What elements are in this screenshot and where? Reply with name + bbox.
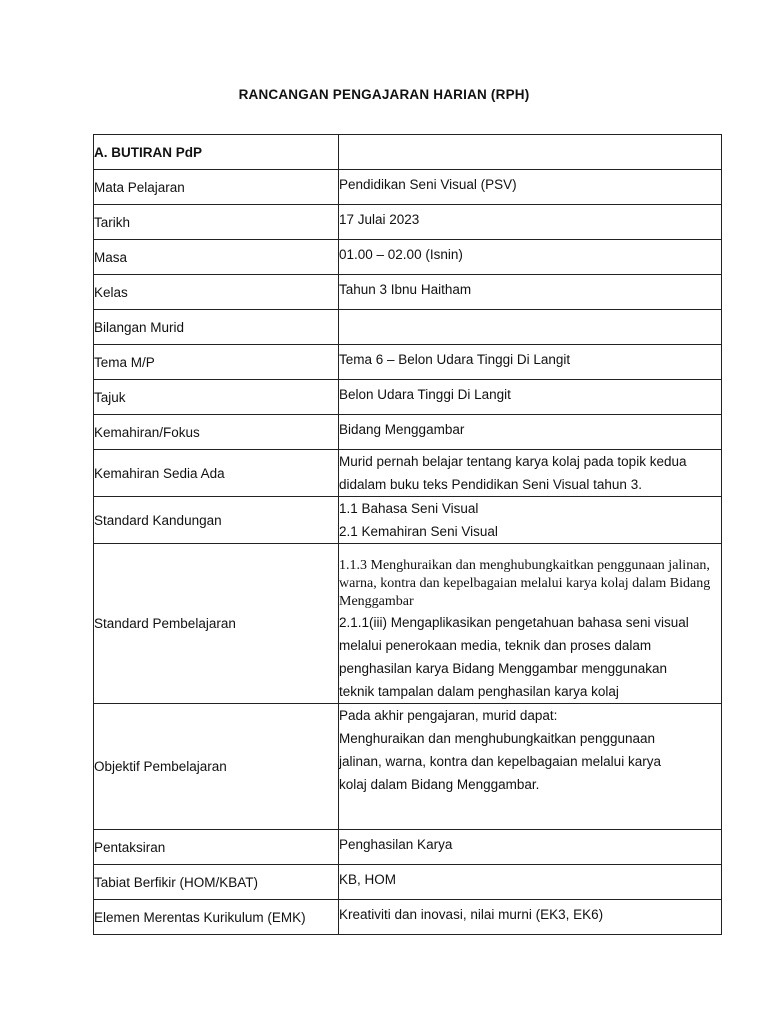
row-value — [339, 205, 722, 240]
value-line: Menghuraikan dan menghubungkaitkan penggunaan — [339, 731, 656, 746]
value-line — [339, 310, 721, 313]
value-line: penghasilan karya Bidang Menggambar menggunakan — [339, 661, 667, 676]
row-label: Standard Kandungan — [94, 497, 339, 544]
table-row — [94, 450, 722, 497]
row-value — [339, 704, 722, 830]
table-row — [94, 704, 722, 830]
table-row — [94, 415, 722, 450]
table-row — [94, 310, 722, 345]
row-label: Tajuk — [94, 380, 339, 415]
table-row — [94, 170, 722, 205]
value-line: Tema 6 – Belon Udara Tinggi Di Langit — [339, 352, 571, 367]
table-row — [94, 900, 722, 935]
value-line: jalinan, warna, kontra dan kepelbagaian melalui karya — [339, 754, 661, 769]
value-line: Pada akhir pengajaran, murid dapat: — [339, 708, 558, 723]
row-value — [339, 415, 722, 450]
row-label: Tarikh — [94, 205, 339, 240]
row-label: Pentaksiran — [94, 830, 339, 865]
value-line: 2.1 Kemahiran Seni Visual — [339, 524, 498, 539]
table-row — [94, 865, 722, 900]
row-value — [339, 345, 722, 380]
row-label: Bilangan Murid — [94, 310, 339, 345]
value-line: KB, HOM — [339, 872, 397, 887]
value-line: Murid pernah belajar tentang karya kolaj pada topik kedua — [339, 454, 687, 469]
value-line: kolaj dalam Bidang Menggambar. — [339, 777, 540, 792]
row-value — [339, 135, 722, 170]
row-value — [339, 380, 722, 415]
row-value — [339, 497, 722, 544]
value-line: Belon Udara Tinggi Di Langit — [339, 387, 511, 402]
value-line: Penghasilan Karya — [339, 837, 453, 852]
row-label: A. BUTIRAN PdP — [94, 135, 339, 170]
row-label: Tabiat Berfikir (HOM/KBAT) — [94, 865, 339, 900]
row-label: Mata Pelajaran — [94, 170, 339, 205]
row-label: Elemen Merentas Kurikulum (EMK) — [94, 900, 339, 935]
value-line: 17 Julai 2023 — [339, 212, 420, 227]
table-row — [94, 830, 722, 865]
value-line: Pendidikan Seni Visual (PSV) — [339, 177, 517, 192]
row-label: Objektif Pembelajaran — [94, 704, 339, 830]
row-value — [339, 310, 722, 345]
row-value — [339, 240, 722, 275]
row-value — [339, 170, 722, 205]
row-label: Kemahiran Sedia Ada — [94, 450, 339, 497]
value-line — [339, 135, 721, 138]
rph-table — [93, 134, 722, 935]
row-value — [339, 544, 722, 704]
value-line: Kreativiti dan inovasi, nilai murni (EK3, EK6) — [339, 907, 604, 922]
value-line: didalam buku teks Pendidikan Seni Visual tahun 3. — [339, 477, 642, 492]
row-value — [339, 830, 722, 865]
table-row — [94, 135, 722, 170]
row-label: Kelas — [94, 275, 339, 310]
row-label: Kemahiran/Fokus — [94, 415, 339, 450]
standard-pembelajaran-text: 1.1.3 Menghuraikan dan menghubungkaitkan penggunaan jalinan, warna, kontra dan kepelbagaian melalui karya kolaj dalam Bidang Menggambar — [339, 558, 711, 609]
table-row — [94, 275, 722, 310]
table-row — [94, 240, 722, 275]
page-title: RANCANGAN PENGAJARAN HARIAN (RPH) — [238, 87, 530, 102]
value-line: 2.1.1(iii) Mengaplikasikan pengetahuan bahasa seni visual — [339, 615, 689, 630]
row-label: Tema M/P — [94, 345, 339, 380]
row-value — [339, 275, 722, 310]
row-label: Masa — [94, 240, 339, 275]
row-label: Standard Pembelajaran — [94, 544, 339, 704]
table-row — [94, 380, 722, 415]
value-line: Tahun 3 Ibnu Haitham — [339, 282, 472, 297]
row-value — [339, 450, 722, 497]
table-row — [94, 345, 722, 380]
row-value — [339, 865, 722, 900]
value-line: Bidang Menggambar — [339, 422, 465, 437]
value-line: 1.1 Bahasa Seni Visual — [339, 501, 479, 516]
table-row — [94, 205, 722, 240]
table-row — [94, 544, 722, 704]
value-line: 01.00 – 02.00 (Isnin) — [339, 247, 463, 262]
table-row — [94, 497, 722, 544]
value-line: melalui penerokaan media, teknik dan proses dalam — [339, 638, 652, 653]
row-value — [339, 900, 722, 935]
value-line: teknik tampalan dalam penghasilan karya kolaj — [339, 684, 619, 699]
